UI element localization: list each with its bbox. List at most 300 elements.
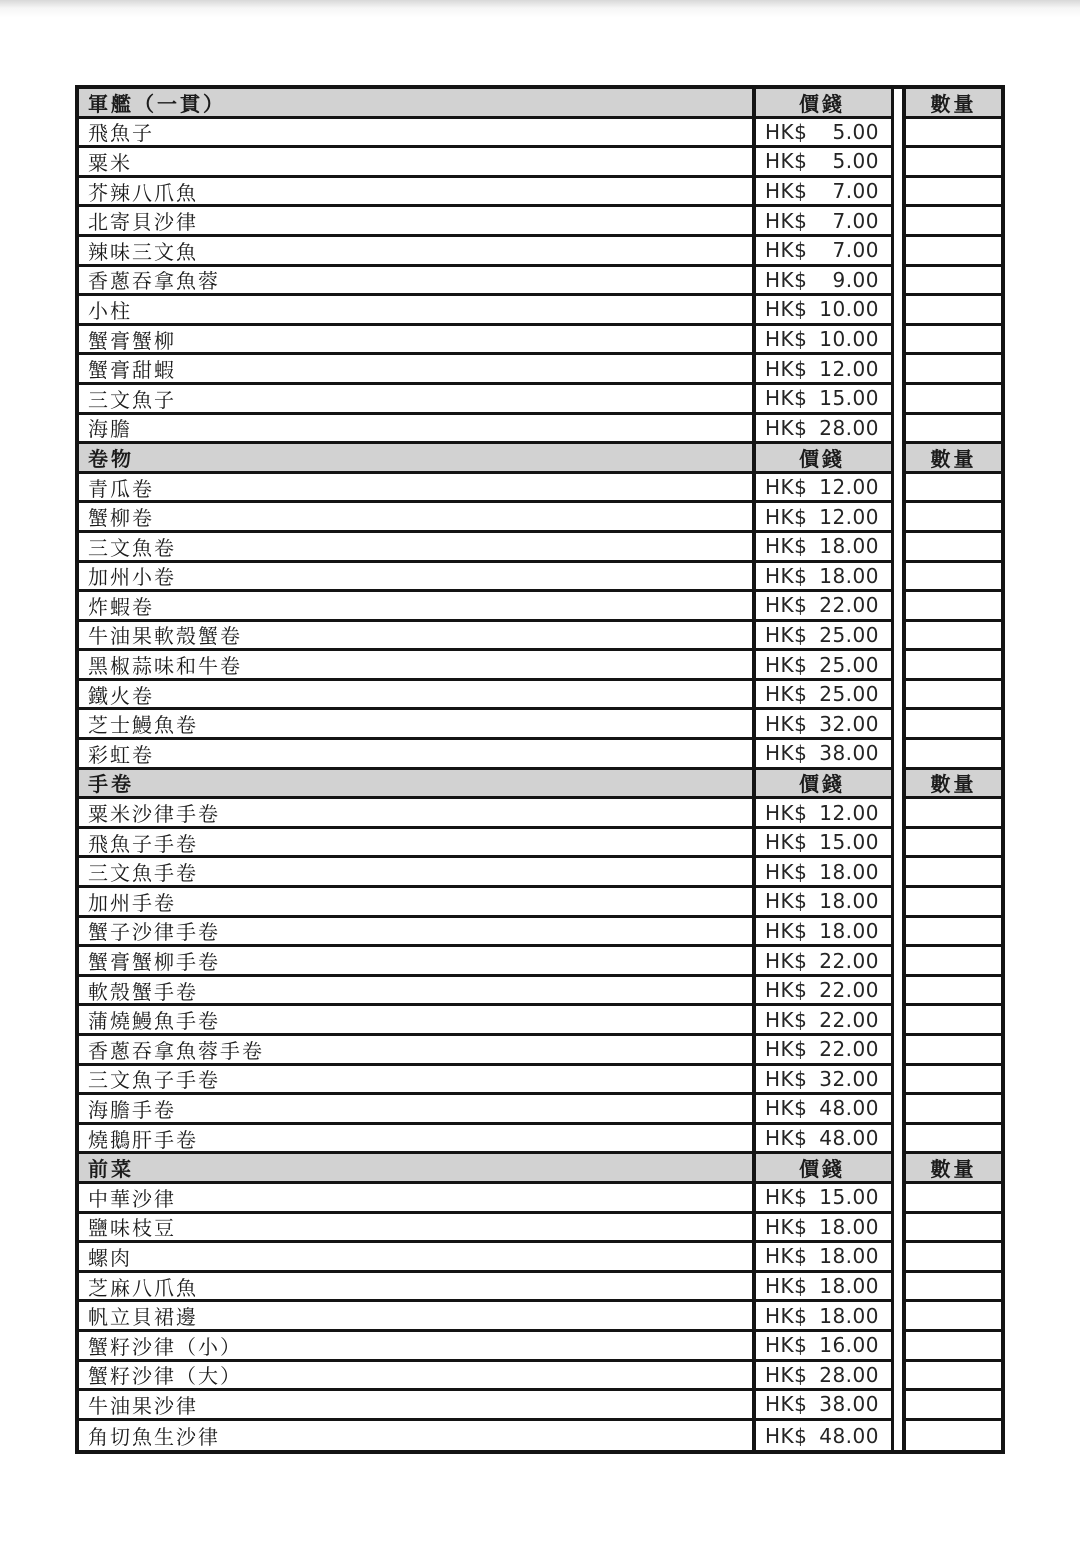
column-gap	[894, 415, 902, 445]
column-gap	[894, 947, 902, 977]
price-amount: 15.00	[819, 386, 879, 411]
menu-item-left	[75, 563, 894, 593]
price-cell	[756, 1006, 891, 1033]
item-name: 三文魚卷	[79, 533, 756, 560]
price-amount: 22.00	[819, 948, 879, 973]
qty-column-header: 數量	[930, 1157, 977, 1182]
section-title: 前菜	[79, 1154, 756, 1181]
price-cell	[756, 858, 891, 885]
qty-input-cell[interactable]	[906, 592, 1001, 619]
item-name: 粟米	[79, 148, 756, 175]
qty-input-cell[interactable]	[906, 1184, 1001, 1211]
price-cell	[756, 1125, 891, 1152]
price-currency-label: HK$	[765, 1037, 808, 1062]
qty-cell-part	[902, 503, 1005, 533]
menu-item-left	[75, 1421, 894, 1451]
column-gap	[894, 1154, 902, 1184]
menu-item-row	[75, 829, 1005, 859]
qty-cell-part	[902, 237, 1005, 267]
menu-item-row	[75, 1095, 1005, 1125]
section-header-left	[75, 89, 894, 119]
price-amount: 10.00	[819, 327, 879, 352]
qty-input-cell[interactable]	[906, 355, 1001, 382]
price-currency-label: HK$	[765, 1303, 808, 1328]
qty-cell-part	[902, 385, 1005, 415]
menu-rows	[75, 89, 1005, 1450]
menu-item-left	[75, 207, 894, 237]
price-amount: 25.00	[819, 682, 879, 707]
qty-input-cell[interactable]	[906, 237, 1001, 264]
price-currency-label: HK$	[765, 1274, 808, 1299]
price-amount: 18.00	[819, 1244, 879, 1269]
column-gap	[894, 829, 902, 859]
menu-item-left	[75, 977, 894, 1007]
price-cell	[756, 326, 891, 353]
price-cell	[756, 355, 891, 382]
section-header-row	[75, 1154, 1005, 1184]
qty-cell-part	[902, 888, 1005, 918]
qty-input-cell[interactable]	[906, 474, 1001, 501]
price-amount: 18.00	[819, 859, 879, 884]
price-cell	[756, 1332, 891, 1359]
menu-item-left	[75, 947, 894, 977]
section-title: 軍艦（一貫）	[79, 89, 756, 116]
column-gap	[894, 1273, 902, 1303]
menu-item-left	[75, 651, 894, 681]
price-column-header: 價錢	[799, 446, 845, 471]
price-currency-label: HK$	[765, 1126, 808, 1151]
qty-cell-part	[902, 563, 1005, 593]
qty-cell-part	[902, 1184, 1005, 1214]
qty-cell-part	[902, 1362, 1005, 1392]
qty-cell-part	[902, 1125, 1005, 1155]
item-name: 海膽	[79, 415, 756, 442]
menu-item-left	[75, 1184, 894, 1214]
item-name: 青瓜卷	[79, 474, 756, 501]
menu-item-row	[75, 1243, 1005, 1273]
column-gap	[894, 770, 902, 800]
menu-item-row	[75, 1332, 1005, 1362]
price-cell	[756, 681, 891, 708]
column-gap	[894, 681, 902, 711]
qty-cell-part	[902, 622, 1005, 652]
menu-item-row	[75, 326, 1005, 356]
price-currency-label: HK$	[765, 1066, 808, 1091]
menu-item-left	[75, 474, 894, 504]
menu-item-row	[75, 1036, 1005, 1066]
price-currency-label: HK$	[765, 830, 808, 855]
column-gap	[894, 740, 902, 770]
menu-item-row	[75, 710, 1005, 740]
price-currency-label: HK$	[765, 267, 808, 292]
item-name: 牛油果沙律	[79, 1391, 756, 1418]
qty-input-cell[interactable]	[906, 385, 1001, 412]
price-currency-label: HK$	[765, 563, 808, 588]
price-currency-label: HK$	[765, 948, 808, 973]
item-name: 鹽味枝豆	[79, 1214, 756, 1241]
price-currency-label: HK$	[765, 622, 808, 647]
item-name: 彩虹卷	[79, 740, 756, 767]
qty-input-cell[interactable]	[906, 148, 1001, 175]
qty-input-cell[interactable]	[906, 799, 1001, 826]
qty-input-cell[interactable]	[906, 1036, 1001, 1063]
menu-item-left	[75, 326, 894, 356]
item-name: 蟹膏蟹柳手卷	[79, 947, 756, 974]
menu-item-row	[75, 651, 1005, 681]
column-gap	[894, 1184, 902, 1214]
price-amount: 10.00	[819, 297, 879, 322]
qty-input-cell[interactable]	[906, 1214, 1001, 1241]
menu-item-left	[75, 710, 894, 740]
price-amount: 5.00	[832, 149, 879, 174]
menu-item-row	[75, 1302, 1005, 1332]
menu-item-left	[75, 592, 894, 622]
menu-item-row	[75, 858, 1005, 888]
menu-item-left	[75, 503, 894, 533]
price-currency-label: HK$	[765, 593, 808, 618]
item-name: 燒鵝肝手卷	[79, 1125, 756, 1152]
price-amount: 18.00	[819, 563, 879, 588]
item-name: 芝麻八爪魚	[79, 1273, 756, 1300]
price-currency-label: HK$	[765, 1214, 808, 1239]
price-amount: 25.00	[819, 622, 879, 647]
section-title: 手卷	[79, 770, 756, 797]
price-amount: 15.00	[819, 830, 879, 855]
qty-cell-part	[902, 1066, 1005, 1096]
qty-input-cell[interactable]	[906, 710, 1001, 737]
price-amount: 7.00	[832, 208, 879, 233]
price-cell	[756, 1302, 891, 1329]
menu-item-row	[75, 563, 1005, 593]
item-name: 蟹柳卷	[79, 503, 756, 530]
qty-cell-part	[902, 977, 1005, 1007]
price-amount: 28.00	[819, 415, 879, 440]
menu-item-left	[75, 119, 894, 149]
qty-input-cell[interactable]	[906, 651, 1001, 678]
price-amount: 16.00	[819, 1333, 879, 1358]
section-header-row	[75, 89, 1005, 119]
price-amount: 18.00	[819, 1303, 879, 1328]
qty-cell-part	[902, 799, 1005, 829]
item-name: 芥辣八爪魚	[79, 178, 756, 205]
column-gap	[894, 563, 902, 593]
menu-item-row	[75, 1273, 1005, 1303]
section-header-row	[75, 444, 1005, 474]
qty-header-part	[902, 89, 1005, 119]
menu-item-left	[75, 799, 894, 829]
item-name: 加州小卷	[79, 563, 756, 590]
qty-cell-part	[902, 267, 1005, 297]
menu-item-left	[75, 533, 894, 563]
item-name: 飛魚子	[79, 119, 756, 146]
qty-cell-part	[902, 119, 1005, 149]
qty-cell-part	[902, 1006, 1005, 1036]
qty-input-cell[interactable]	[906, 533, 1001, 560]
column-gap	[894, 385, 902, 415]
qty-input-cell[interactable]	[906, 1332, 1001, 1359]
price-column-header: 價錢	[799, 91, 845, 116]
price-cell	[756, 474, 891, 501]
item-name: 鐵火卷	[79, 681, 756, 708]
price-amount: 48.00	[819, 1423, 879, 1448]
price-cell	[756, 178, 891, 205]
menu-item-row	[75, 977, 1005, 1007]
qty-cell-part	[902, 148, 1005, 178]
item-name: 三文魚子手卷	[79, 1066, 756, 1093]
qty-cell-part	[902, 1243, 1005, 1273]
qty-cell-part	[902, 1421, 1005, 1451]
item-name: 螺肉	[79, 1243, 756, 1270]
price-amount: 18.00	[819, 1214, 879, 1239]
qty-input-cell[interactable]	[906, 503, 1001, 530]
qty-input-cell[interactable]	[906, 415, 1001, 442]
qty-cell-part	[902, 178, 1005, 208]
price-cell	[756, 503, 891, 530]
price-cell	[756, 740, 891, 767]
price-cell	[756, 622, 891, 649]
item-name: 蟹子沙律手卷	[79, 918, 756, 945]
column-gap	[894, 207, 902, 237]
column-gap	[894, 503, 902, 533]
item-name: 牛油果軟殼蟹卷	[79, 622, 756, 649]
menu-item-left	[75, 1214, 894, 1244]
price-currency-label: HK$	[765, 652, 808, 677]
price-cell	[756, 1391, 891, 1418]
price-currency-label: HK$	[765, 1007, 808, 1032]
qty-cell-part	[902, 533, 1005, 563]
menu-item-left	[75, 267, 894, 297]
qty-input-cell[interactable]	[906, 1243, 1001, 1270]
price-currency-label: HK$	[765, 119, 808, 144]
qty-input-cell[interactable]	[906, 1066, 1001, 1093]
price-currency-label: HK$	[765, 1392, 808, 1417]
column-gap	[894, 1006, 902, 1036]
qty-input-cell[interactable]	[906, 207, 1001, 234]
price-cell	[756, 296, 891, 323]
qty-header-part	[902, 444, 1005, 474]
qty-input-cell[interactable]	[906, 918, 1001, 945]
price-currency-label: HK$	[765, 534, 808, 559]
column-gap	[894, 977, 902, 1007]
column-gap	[894, 178, 902, 208]
price-currency-label: HK$	[765, 1244, 808, 1269]
item-name: 炸蝦卷	[79, 592, 756, 619]
price-cell	[756, 1273, 891, 1300]
column-gap	[894, 148, 902, 178]
menu-item-row	[75, 148, 1005, 178]
menu-item-left	[75, 237, 894, 267]
price-currency-label: HK$	[765, 1423, 808, 1448]
qty-input-cell[interactable]	[906, 740, 1001, 767]
price-currency-label: HK$	[765, 238, 808, 263]
price-amount: 18.00	[819, 918, 879, 943]
price-cell	[756, 888, 891, 915]
price-cell	[756, 592, 891, 619]
price-currency-label: HK$	[765, 504, 808, 529]
price-amount: 5.00	[832, 119, 879, 144]
qty-cell-part	[902, 651, 1005, 681]
price-cell	[756, 710, 891, 737]
price-column-header: 價錢	[799, 1157, 845, 1182]
price-cell	[756, 148, 891, 175]
price-currency-label: HK$	[765, 1096, 808, 1121]
section-header-left	[75, 1154, 894, 1184]
menu-item-row	[75, 799, 1005, 829]
price-amount: 15.00	[819, 1185, 879, 1210]
item-name: 飛魚子手卷	[79, 829, 756, 856]
menu-item-row	[75, 207, 1005, 237]
price-amount: 12.00	[819, 356, 879, 381]
qty-input-cell[interactable]	[906, 178, 1001, 205]
column-gap	[894, 799, 902, 829]
qty-input-cell[interactable]	[906, 1125, 1001, 1152]
price-cell	[756, 1362, 891, 1389]
column-gap	[894, 710, 902, 740]
qty-input-cell[interactable]	[906, 829, 1001, 856]
qty-input-cell[interactable]	[906, 563, 1001, 590]
item-name: 海膽手卷	[79, 1095, 756, 1122]
menu-item-row	[75, 947, 1005, 977]
menu-item-left	[75, 740, 894, 770]
qty-input-cell[interactable]	[906, 119, 1001, 146]
qty-input-cell[interactable]	[906, 888, 1001, 915]
column-gap	[894, 267, 902, 297]
price-cell	[756, 947, 891, 974]
menu-item-row	[75, 415, 1005, 445]
price-amount: 12.00	[819, 475, 879, 500]
menu-item-left	[75, 1273, 894, 1303]
menu-item-left	[75, 1066, 894, 1096]
column-gap	[894, 355, 902, 385]
item-name: 黑椒蒜味和牛卷	[79, 651, 756, 678]
price-currency-label: HK$	[765, 327, 808, 352]
menu-item-row	[75, 1125, 1005, 1155]
qty-input-cell[interactable]	[906, 947, 1001, 974]
price-amount: 7.00	[832, 179, 879, 204]
price-currency-label: HK$	[765, 297, 808, 322]
menu-item-row	[75, 296, 1005, 326]
menu-item-left	[75, 1125, 894, 1155]
column-gap	[894, 1095, 902, 1125]
qty-input-cell[interactable]	[906, 977, 1001, 1004]
qty-input-cell[interactable]	[906, 681, 1001, 708]
qty-cell-part	[902, 947, 1005, 977]
price-currency-label: HK$	[765, 741, 808, 766]
price-amount: 38.00	[819, 741, 879, 766]
menu-item-left	[75, 858, 894, 888]
column-gap	[894, 1036, 902, 1066]
qty-input-cell[interactable]	[906, 267, 1001, 294]
item-name: 粟米沙律手卷	[79, 799, 756, 826]
column-gap	[894, 296, 902, 326]
item-name: 軟殼蟹手卷	[79, 977, 756, 1004]
qty-input-cell[interactable]	[906, 296, 1001, 323]
price-cell	[756, 1243, 891, 1270]
price-currency-label: HK$	[765, 800, 808, 825]
qty-input-cell[interactable]	[906, 1006, 1001, 1033]
qty-input-cell[interactable]	[906, 622, 1001, 649]
price-currency-label: HK$	[765, 1362, 808, 1387]
qty-cell-part	[902, 1214, 1005, 1244]
price-amount: 9.00	[832, 267, 879, 292]
item-name: 三文魚手卷	[79, 858, 756, 885]
price-cell	[756, 1184, 891, 1211]
qty-cell-part	[902, 1036, 1005, 1066]
item-name: 中華沙律	[79, 1184, 756, 1211]
menu-item-left	[75, 918, 894, 948]
price-currency-label: HK$	[765, 859, 808, 884]
qty-input-cell[interactable]	[906, 1362, 1001, 1389]
menu-item-left	[75, 148, 894, 178]
item-name: 香蔥吞拿魚蓉手卷	[79, 1036, 756, 1063]
qty-cell-part	[902, 207, 1005, 237]
item-name: 蟹膏甜蝦	[79, 355, 756, 382]
item-name: 蟹膏蟹柳	[79, 326, 756, 353]
price-currency-label: HK$	[765, 978, 808, 1003]
qty-input-cell[interactable]	[906, 1302, 1001, 1329]
column-gap	[894, 651, 902, 681]
item-name: 芝士鰻魚卷	[79, 710, 756, 737]
price-cell	[756, 651, 891, 678]
price-currency-label: HK$	[765, 149, 808, 174]
menu-item-left	[75, 1243, 894, 1273]
qty-cell-part	[902, 740, 1005, 770]
price-amount: 22.00	[819, 978, 879, 1003]
price-amount: 18.00	[819, 889, 879, 914]
qty-header-part	[902, 1154, 1005, 1184]
qty-cell-part	[902, 1391, 1005, 1421]
menu-item-left	[75, 296, 894, 326]
item-name: 北寄貝沙律	[79, 207, 756, 234]
qty-input-cell[interactable]	[906, 326, 1001, 353]
column-gap	[894, 474, 902, 504]
qty-input-cell[interactable]	[906, 1391, 1001, 1418]
menu-item-left	[75, 1302, 894, 1332]
qty-cell-part	[902, 326, 1005, 356]
menu-item-row	[75, 1362, 1005, 1392]
item-name: 蟹籽沙律（大）	[79, 1362, 756, 1389]
price-cell	[756, 1066, 891, 1093]
price-currency-label: HK$	[765, 179, 808, 204]
qty-input-cell[interactable]	[906, 1421, 1001, 1451]
menu-item-left	[75, 1362, 894, 1392]
column-gap	[894, 1125, 902, 1155]
column-gap	[894, 918, 902, 948]
menu-item-row	[75, 622, 1005, 652]
menu-item-left	[75, 355, 894, 385]
menu-item-left	[75, 1095, 894, 1125]
column-gap	[894, 237, 902, 267]
price-currency-label: HK$	[765, 682, 808, 707]
qty-input-cell[interactable]	[906, 858, 1001, 885]
column-gap	[894, 1362, 902, 1392]
item-name: 三文魚子	[79, 385, 756, 412]
price-cell	[756, 533, 891, 560]
item-name: 香蔥吞拿魚蓉	[79, 267, 756, 294]
menu-item-left	[75, 1332, 894, 1362]
menu-item-left	[75, 622, 894, 652]
qty-cell-part	[902, 415, 1005, 445]
menu-item-row	[75, 1391, 1005, 1421]
column-gap	[894, 1421, 902, 1451]
price-currency-label: HK$	[765, 1185, 808, 1210]
price-amount: 7.00	[832, 238, 879, 263]
qty-input-cell[interactable]	[906, 1095, 1001, 1122]
menu-item-row	[75, 533, 1005, 563]
price-cell	[756, 1036, 891, 1063]
price-cell	[756, 385, 891, 412]
qty-input-cell[interactable]	[906, 1273, 1001, 1300]
